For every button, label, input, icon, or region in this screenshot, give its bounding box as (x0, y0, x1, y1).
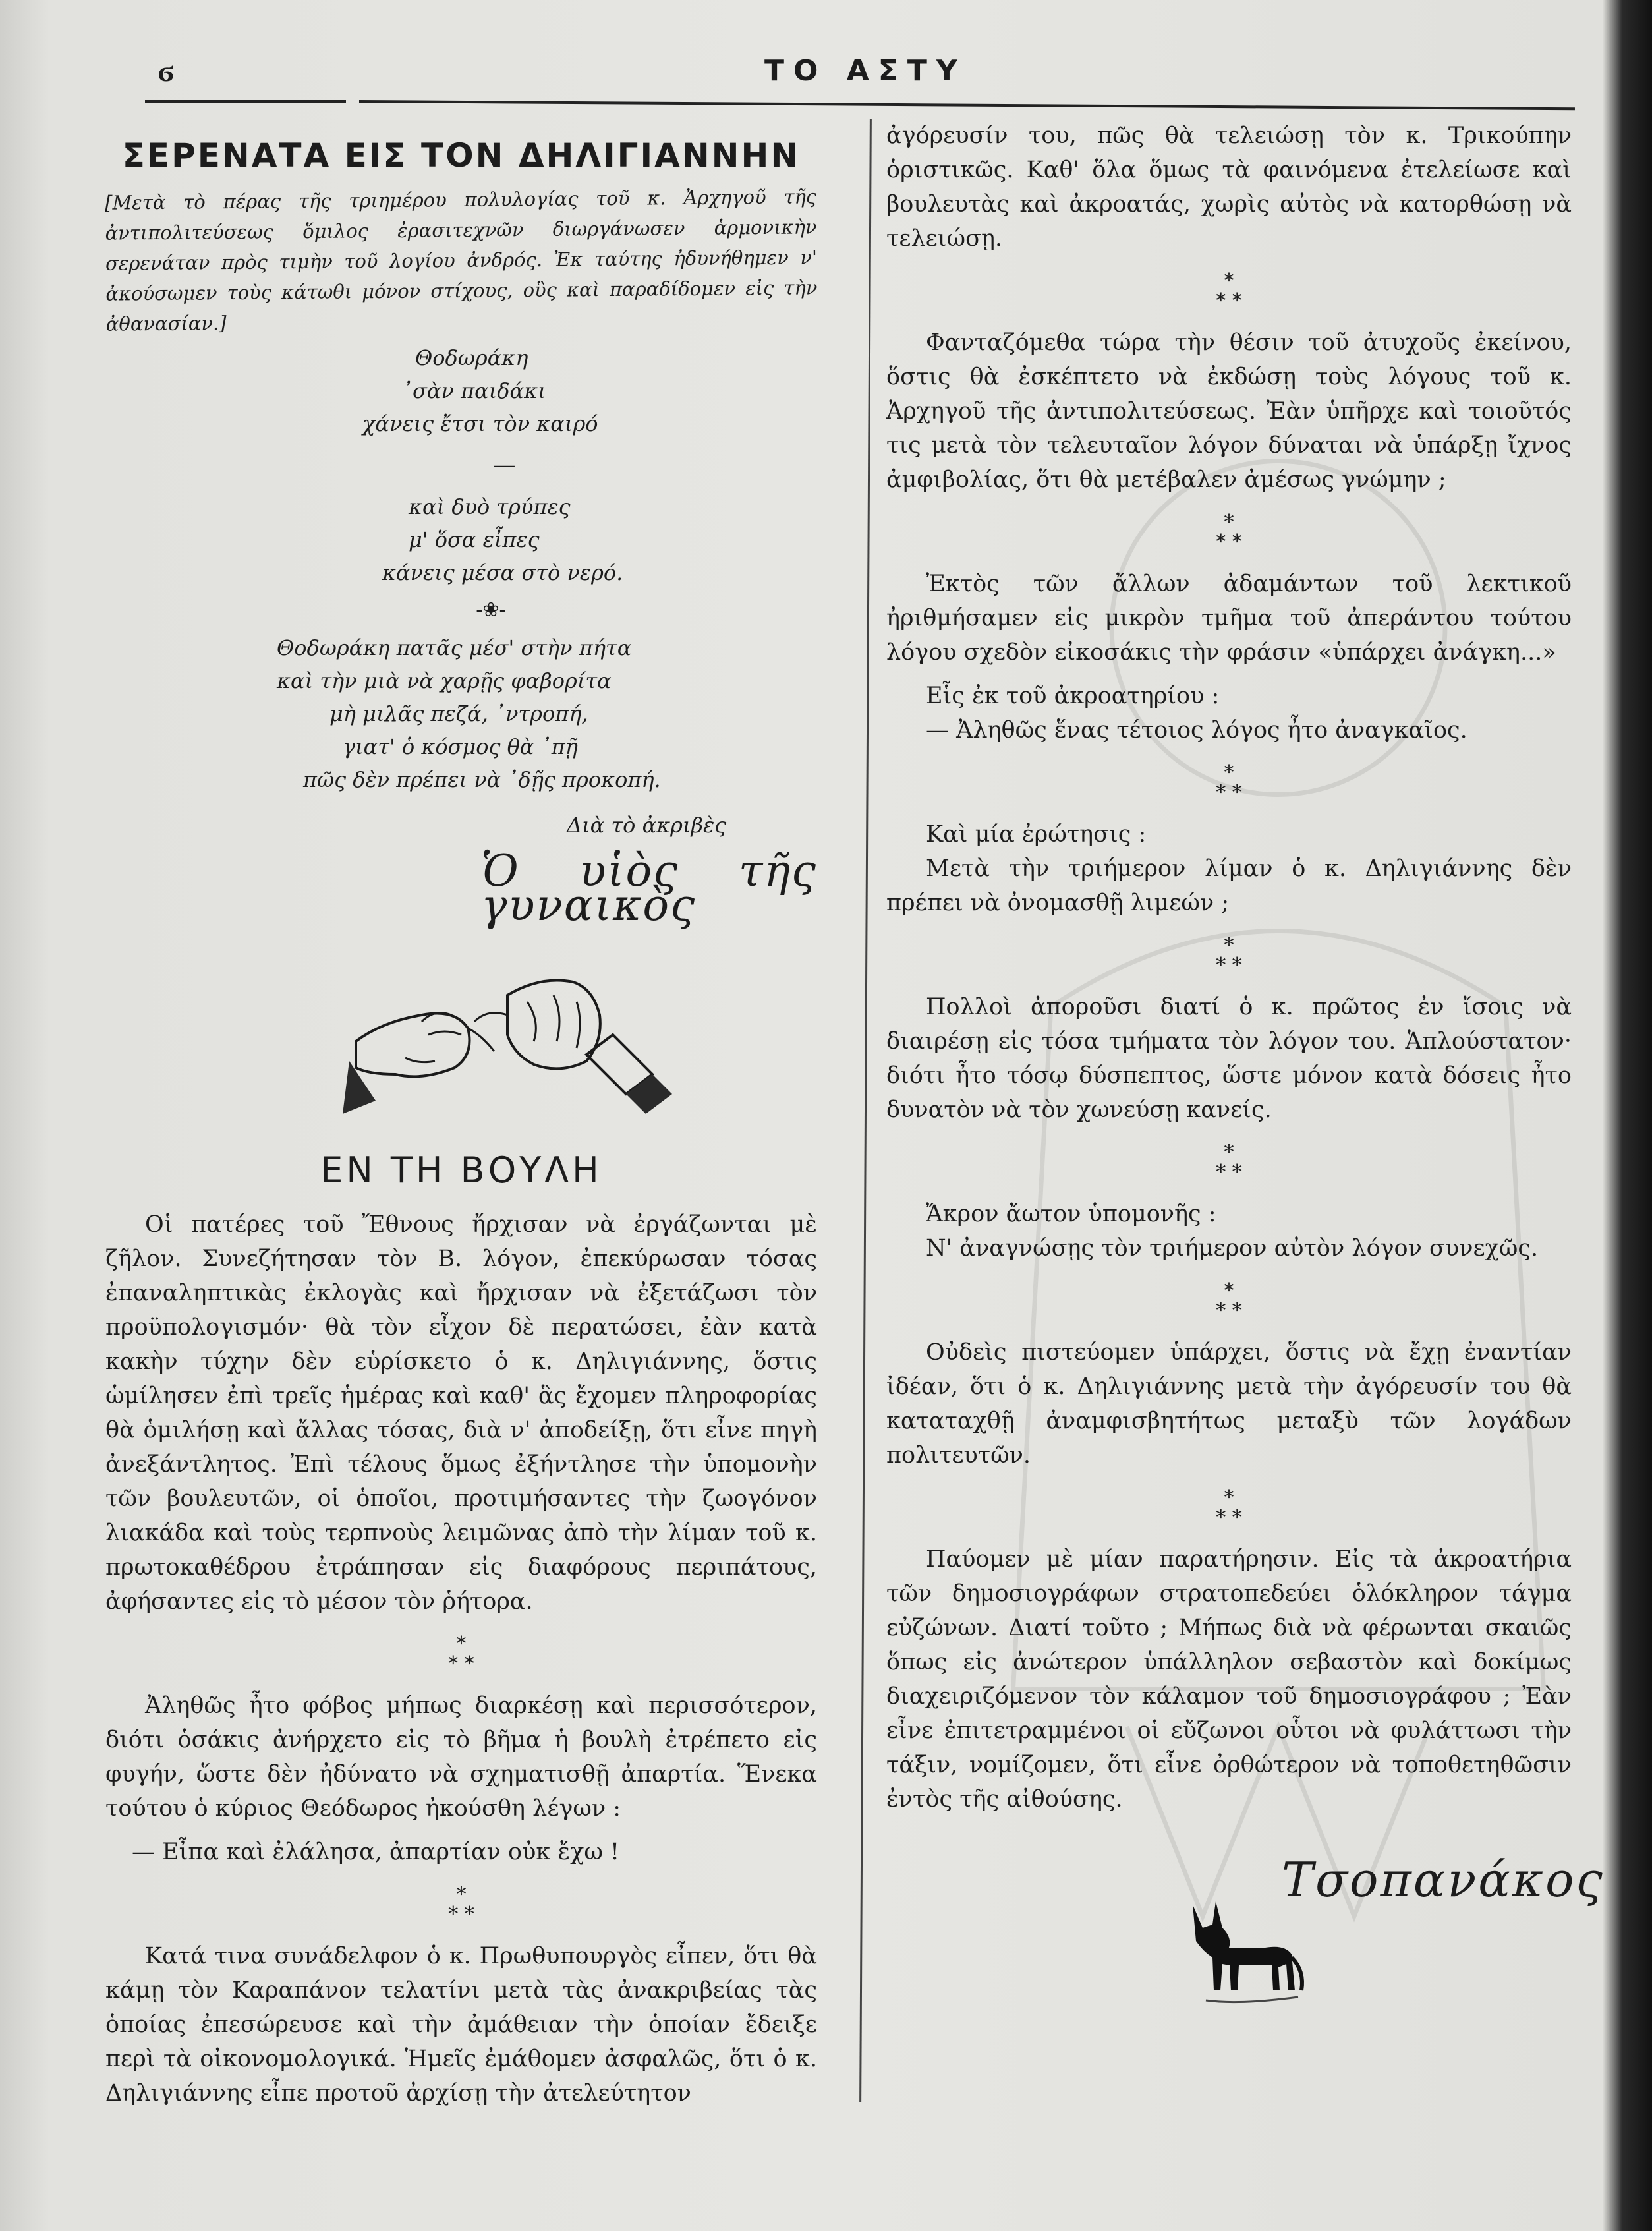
poem-line: ᾽σὰν παιδάκι (402, 378, 546, 403)
right-paragraph-3b: Εἷς ἐκ τοῦ ἀκροατηρίου : (926, 683, 1220, 709)
poem-stanza-1 (362, 341, 817, 440)
right-column (886, 119, 1605, 1907)
stars-separator: * * * (1216, 1141, 1242, 1184)
poem-line: Θοδωράκη πατᾶς μέσ' στὴν πήτα (277, 635, 632, 660)
attestation: Διὰ τὸ ἀκριβὲς (567, 813, 727, 838)
poem-line: καὶ δυὸ τρύπες (409, 494, 571, 519)
right-paragraph-4a: Καὶ μία ἐρώτησις : (926, 821, 1147, 848)
page-header (145, 46, 1581, 105)
poem-line: χάνεις ἔτσι τὸν καιρό (362, 411, 598, 436)
boule-quote: — Εἶπα καὶ ἐλάλησα, ἀπαρτίαν οὐκ ἔχω ! (132, 1839, 620, 1865)
poem-line: πῶς δὲν πρέπει νὰ ᾽δῇς προκοπή. (303, 767, 661, 792)
right-paragraph-6b: Ν' ἀναγνώσῃς τὸν τριήμερον αὐτὸν λόγον συνεχῶς. (926, 1235, 1539, 1261)
stars-separator: * * * (1216, 270, 1242, 312)
right-paragraph-2: Φανταζόμεθα τώρα τὴν θέσιν τοῦ ἀτυχοῦς ἐκείνου, ὅστις θὰ ἐσκέπτετο νὰ ἐκδώσῃ τοὺς λόγους τοῦ κ. Ἀρχηγοῦ τῆς ἀντιπολιτεύσεως. Ἐὰν ὑπῆρχε καὶ τοιοῦτός τις μετὰ τὸν τελευταῖον λόγον δύναται νὰ ὑπάρξῃ ἴχνος ἀμφιβολίας, ὅτι θὰ μετέβαλεν ἀμέσως γνώμην ; (886, 330, 1572, 493)
poem-stanza-2 (382, 490, 817, 589)
poem-stanza-3 (277, 631, 817, 796)
page-number: ϭ (158, 53, 174, 88)
right-paragraph-1: ἀγόρευσίν του, πῶς θὰ τελειώσῃ τὸν κ. Τρικούπην ὁριστικῶς. Καθ' ὅλα ὅμως τὰ φαινόμενα ἐτελείωσε καὶ βουλευτὰς καὶ ἀκροατάς, χωρὶς αὐτὸς νὰ κατορθώσῃ νὰ τελειώσῃ. (886, 123, 1572, 252)
masthead: ΤΟ ΑΣΤΥ (764, 54, 967, 88)
fists-illustration-icon (343, 942, 685, 1127)
stars-separator: * * * (1216, 511, 1242, 554)
poem-line: μὴ μιλᾶς πεζά, ᾽ντροπή, (329, 701, 588, 726)
boule-paragraph-2: Ἀληθῶς ἦτο φόβος μήπως διαρκέσῃ καὶ περισσότερον, διότι ὁσάκις ἀνήρχετο εἰς τὸ βῆμα ἡ βουλὴ ἐτρέπετο εἰς φυγήν, ὥστε δὲν ἠδύνατο νὰ σχηματισθῇ ἀπαρτία. Ἕνεκα τούτου ὁ κύριος Θεόδωρος ἠκούσθη λέγων : (105, 1693, 817, 1822)
left-column (105, 132, 817, 2120)
right-paragraph-5: Πολλοὶ ἀποροῦσι διατί ὁ κ. πρῶτος ἐν ἴσοις νὰ διαιρέσῃ εἰς τόσα τμήματα τὸν λόγον του. Ἁπλούστατον· διότι ἦτο τόσῳ δύσπεπτος, ὥστε μόνον κατὰ δόσεις ἦτο δυνατὸν νὰ τὸν χωνεύσῃ κανείς. (886, 994, 1572, 1123)
serenade-title: ΣΕΡΕΝΑΤΑ ΕΙΣ ΤΟΝ ΔΗΛΙΓΙΑΝΝΗΝ (122, 136, 801, 175)
boule-paragraph-3: Κατά τινα συνάδελφον ὁ κ. Πρωθυπουργὸς εἶπεν, ὅτι θὰ κάμῃ τὸν Καραπάνον τελατίνι μετὰ τὰς ἀνακριβείας τὰς ὁποίας ἐπεσώρευσε καὶ τὴν ἀμάθειαν τὴν ὁποίαν ἔδειξε περὶ τὰ οἰκονομολογικά. Ἡμεῖς ἐμάθομεν ἀσφαλῶς, ὅτι ὁ κ. Δηλιγιάννης εἶπε προτοῦ ἀρχίσῃ τὴν ἀτελεύτητον (105, 1943, 817, 2106)
stars-separator: * * * (448, 1633, 474, 1675)
author-signature: Τσοπανάκος (1282, 1852, 1605, 1907)
poem-line: κάνεις μέσα στὸ νερό. (382, 560, 623, 585)
stars-separator: * * * (1216, 1486, 1242, 1529)
handwritten-signature: Ὁ υἱὸς τῆς γυναικὸς (481, 846, 817, 931)
stars-separator: * * * (1216, 934, 1242, 977)
right-paragraph-4b: Μετὰ τὴν τριήμερον λίμαν ὁ κ. Δηλιγιάννης δὲν πρέπει νὰ ὀνομασθῇ λιμεών ; (886, 855, 1572, 916)
boule-paragraph-1: Οἱ πατέρες τοῦ Ἔθνους ἤρχισαν νὰ ἐργάζωνται μὲ ζῆλον. Συνεζήτησαν τὸν Β. λόγον, ἐπεκύρωσαν τόσας ἐπαναληπτικὰς ἐκλογὰς καὶ ἤρχισαν νὰ ἐξετάζωσι τὸν προϋπολογισμόν· θὰ τὸν εἶχον δὲ περατώσει, ἐὰν κατὰ κακὴν τύχην δὲν εὑρίσκετο ὁ κ. Δηλιγιάννης, ὅστις ὡμίλησεν ἐπὶ τρεῖς ἡμέρας καὶ καθ' ἃς ἔχομεν πληροφορίας θὰ ὁμιλήσῃ καὶ ἄλλας τόσας, διὰ ν' ἀποδείξῃ, ὅτι εἶνε πηγὴ ἀνεξάντλητος. Ἐπὶ τέλους ὅμως ἐξήντλησε τὴν ὑπομονὴν τῶν βουλευτῶν, οἱ ὁποῖοι, προτιμήσαντες τὴν ζωογόνον λιακάδα καὶ τοὺς τερπνοὺς λειμῶνας ἀπὸ τὴν λίμαν τοῦ κ. πρωτοκαθέδρου ἐτράπησαν εἰς διαφόρους περιπάτους, ἀφήσαντες εἰς τὸ μέσον τὸν ῥήτορα. (105, 1211, 817, 1615)
right-paragraph-7: Οὐδεὶς πιστεύομεν ὑπάρχει, ὅστις νὰ ἔχῃ ἐναντίαν ἰδέαν, ὅτι ὁ κ. Δηλιγιάννης μετὰ τὴν ἀγόρευσίν του θὰ καταταχθῇ ἀναμφισβητήτως μεταξὺ τῶν λογάδων πολιτευτῶν. (886, 1339, 1572, 1468)
section-title-boule: ΕΝ ΤΗ ΒΟΥΛΗ (320, 1149, 602, 1191)
ornament: -❀- (476, 598, 506, 622)
dog-vignette-icon (1166, 1892, 1311, 2010)
header-rule-left (145, 100, 346, 103)
poem-line: γιατ' ὁ κόσμος θὰ ᾽πῇ (343, 734, 578, 759)
stars-separator: * * * (1216, 761, 1242, 804)
right-paragraph-8: Παύομεν μὲ μίαν παρατήρησιν. Εἰς τὰ ἀκροατήρια τῶν δημοσιογράφων στρατοπεδεύει ὁλόκληρον τάγμα εὐζώνων. Διατί τοῦτο ; Μήπως διὰ νὰ φέρωνται σκαιῶς ὅπως εἰς ἀνώτερον ὑπάλληλον σεβαστὸν καὶ δοκίμως διαχειριζόμενον τὸν κάλαμον τοῦ δημοσιογράφου ; Ἐὰν εἶνε ἐπιτετραμμένοι οἱ εὔζωνοι οὗτοι νὰ φυλάττωσι τὴν τάξιν, νομίζομεν, ὅτι εἶνε ὀρθώτερον νὰ τοποθετηθῶσιν ἐντὸς τῆς αἰθούσης. (886, 1546, 1572, 1812)
poem-line: Θοδωράκη (415, 345, 528, 370)
stanza-dash: — (492, 452, 516, 478)
right-paragraph-3: Ἐκτὸς τῶν ἄλλων ἀδαμάντων τοῦ λεκτικοῦ ἠριθμήσαμεν εἰς μικρὸν τμῆμα τοῦ ἀπεράντου τούτου λόγου σχεδὸν εἰκοσάκις τὴν φράσιν «ὑπάρχει ἀνάγκη...» (886, 571, 1572, 666)
right-paragraph-3c: — Ἀληθῶς ἕνας τέτοιος λόγος ἦτο ἀναγκαῖος. (926, 717, 1467, 743)
poem-line: μ' ὅσα εἶπες (409, 527, 540, 552)
poem-line: καὶ τὴν μιὰ νὰ χαρῇς φαβορίτα (277, 668, 612, 693)
right-paragraph-6a: Ἄκρον ἄωτον ὑπομονῆς : (926, 1201, 1216, 1227)
serenade-intro: [Μετὰ τὸ πέρας τῆς τριημέρου πολυλογίας τοῦ κ. Ἀρχηγοῦ τῆς ἀντιπολιτεύσεως ὅμιλος ἐρασιτεχνῶν διωργάνωσεν ἁρμονικὴν σερενάταν πρὸς τιμὴν τοῦ λογίου ἀνδρός. Ἐκ ταύτης ἠδυνήθημεν ν' ἀκούσωμεν τοὺς κάτωθι μόνον στίχους, οὓς καὶ παραδίδομεν εἰς τὴν ἀθανασίαν.] (105, 185, 818, 335)
stars-separator: * * * (1216, 1279, 1242, 1322)
stars-separator: * * * (448, 1883, 474, 1926)
